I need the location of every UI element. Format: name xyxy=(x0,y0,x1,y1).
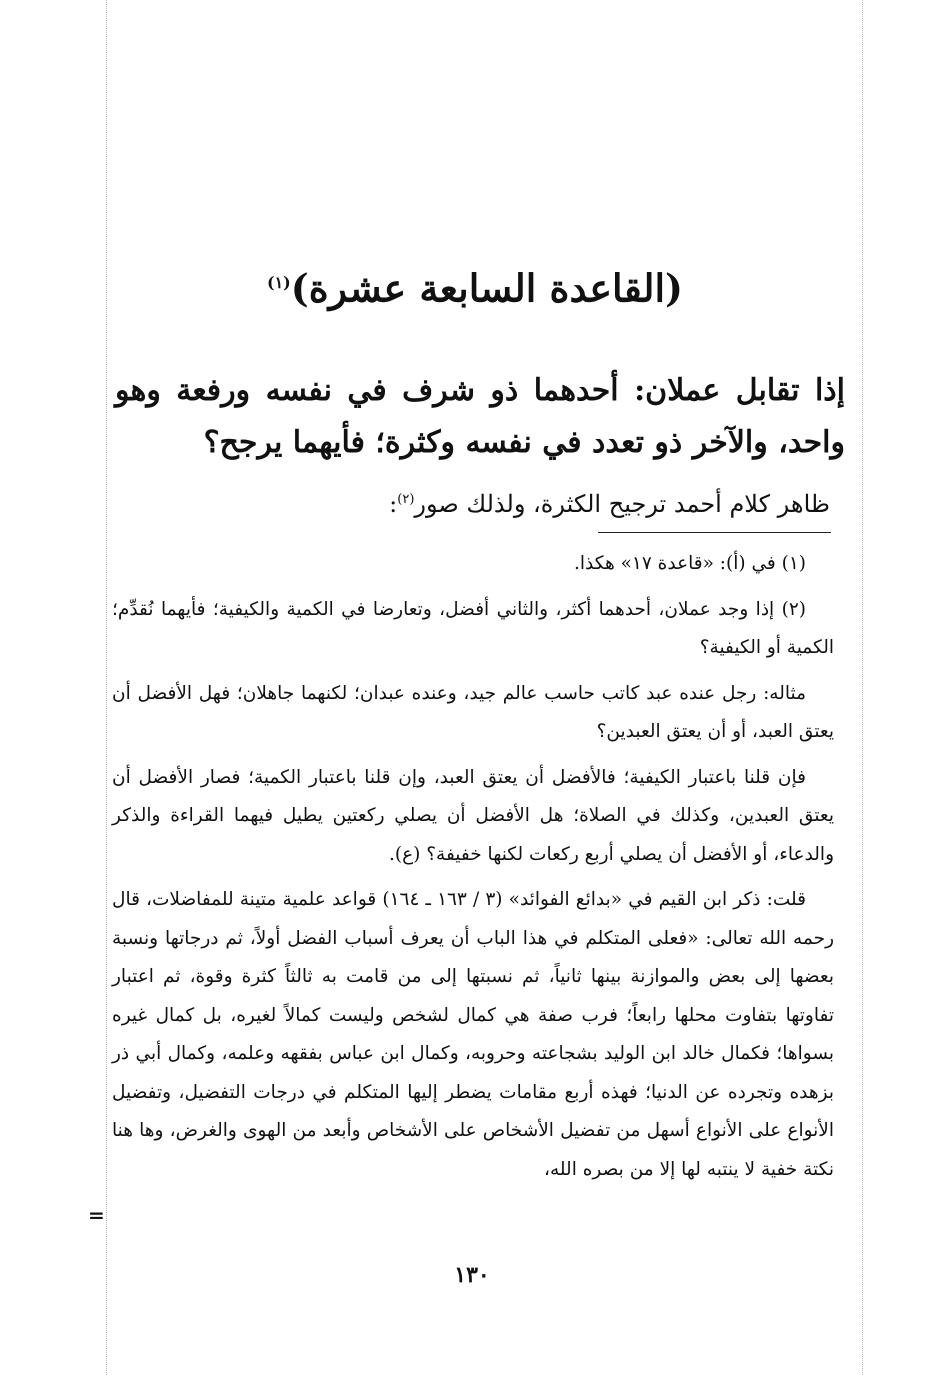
body-paragraph xyxy=(230,480,830,524)
page-number: ١٣٠ xyxy=(454,1262,490,1288)
page-edge-guide-left xyxy=(106,0,107,1375)
body-text: ظاهر كلام أحمد ترجيح الكثرة، ولذلك صور xyxy=(414,490,830,518)
footnote-2: (٢) إذا وجد عملان، أحدهما أكثر، والثاني أفضل، وتعارضا في الكمية والكيفية؛ فأيهما نُقدِّم؛ الكمية أو الكيفية؟ xyxy=(112,598,834,658)
body-footnote-ref[interactable]: (٢) xyxy=(397,492,415,507)
rule-title xyxy=(120,258,830,314)
footnote-2-commentary: قلت: ذكر ابن القيم في «بدائع الفوائد» (٣ / ١٦٣ ـ ١٦٤) قواعد علمية متينة للمفاضلات، قال رحمه الله تعالى: «فعلى المتكلم في هذا الباب أن يعرف أسباب الفضل أولاً، ثم درجاتها ونسبة بعضها إلى بعض والموازنة بينها ثانياً، ثم نسبتها إلى من قامت به ثالثاً كثرة وقوة، ثم اعتبار تفاوتها بتفاوت محلها رابعاً؛ فرب صفة هي كمال لشخص وليست كمالاً لغيره، بل كمال غيره بسواها؛ فكمال خالد ابن الوليد بشجاعته وحروبه، وكمال ابن عباس بفقهه وعلمه، وكمال أبي ذر بزهده وتجرده عن الدنيا؛ فهذه أربع مقامات يضطر إليها المتكلم في درجات التفضيل، وتفضيل الأنواع على الأنواع أسهل من تفضيل الأشخاص على الأشخاص وأبعد من الهوى والغرض، وها هنا نكتة خفية لا ينتبه لها إلا من بصره الله، xyxy=(112,889,834,1180)
footnote-2-resolution: فإن قلنا باعتبار الكيفية؛ فالأفضل أن يعتق العبد، وإن قلنا باعتبار الكمية؛ فصار الأفضل أن يعتق العبدين، وكذلك في الصلاة؛ هل الأفضل أن يصلي ركعتين يطيل فيهما القراءة والذكر والدعاء، أو الأفضل أن يصلي أربع ركعات لكنها خفيفة؟ (ع). xyxy=(112,766,834,865)
continuation-mark: = xyxy=(88,1203,103,1227)
footnote-divider xyxy=(598,532,831,533)
footnotes-section xyxy=(112,545,834,1196)
rule-title-text: (القاعدة السابعة عشرة) xyxy=(290,265,683,311)
rule-statement: إذا تقابل عملان: أحدهما ذو شرف في نفسه ورفعة وهو واحد، والآخر ذو تعدد في نفسه وكثرة؛ فأيهما يرجح؟ xyxy=(115,373,845,460)
body-suffix: : xyxy=(389,490,398,518)
footnote-2-example: مثاله: رجل عنده عبد كاتب حاسب عالم جيد، وعنده عبدان؛ لكنهما جاهلان؛ فهل الأفضل أن يعتق العبد، أو أن يعتق العبدين؟ xyxy=(112,682,834,742)
page-edge-guide-right xyxy=(862,0,863,1375)
footnote-1: (١) في (أ): «قاعدة ١٧» هكذا. xyxy=(574,553,806,574)
title-footnote-ref[interactable]: (١) xyxy=(267,273,291,292)
